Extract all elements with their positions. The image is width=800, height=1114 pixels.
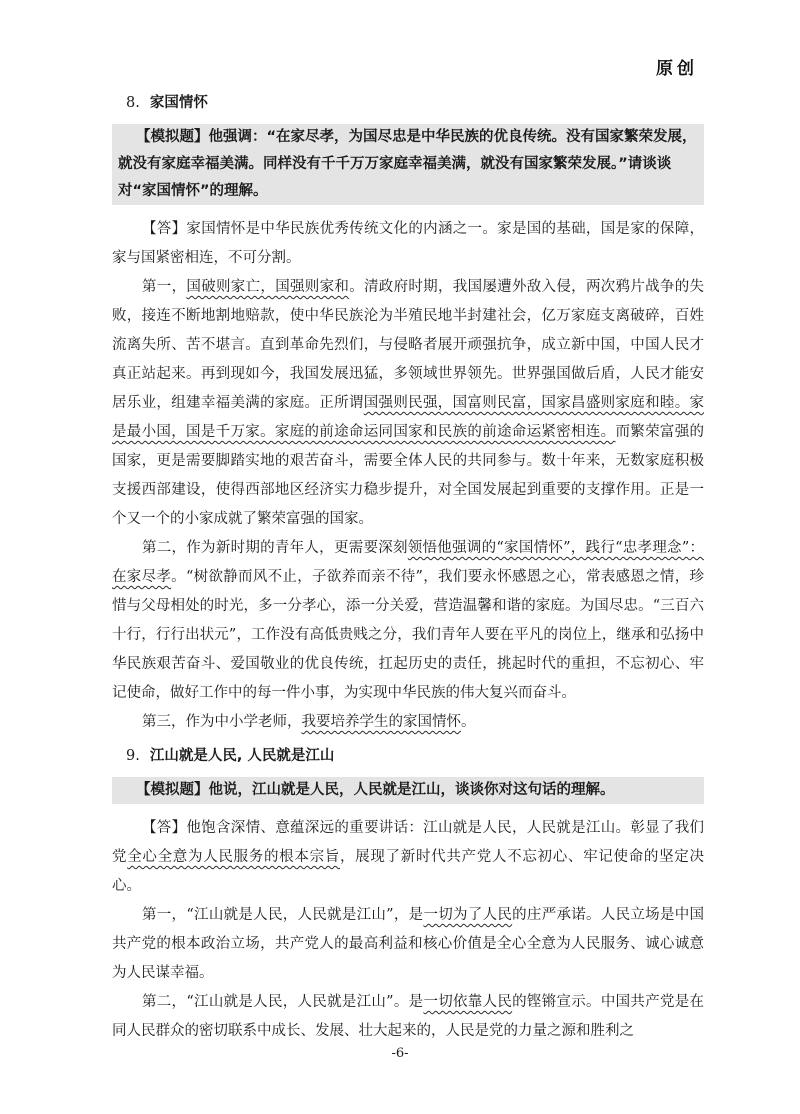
underlined-phrase: 国破则家亡，国强则家和 [186,279,350,295]
section-9-point-1: 第一，“江山就是人民，人民就是江山”，是一切为了人民的庄严承诺。人民立场是中国共产党的根本政治立场，共产党人的最高利益和核心价值是全心全意为人民服务、诚心诚意为人民谋幸福。 [112,907,705,981]
section-9-title: 江山就是人民, 人民就是江山 [149,748,335,764]
page-number: -6- [391,1046,409,1061]
section-9-question: 【模拟题】他说，江山就是人民，人民就是江山，谈谈你对这句话的理解。 [112,777,704,804]
underlined-phrase: 国强则民强，国富则民富，国家昌盛则家庭和睦。家是最小国，国是千万家。家庭的前途命运同国家和民族的前途命运紧密相连。 [112,395,705,440]
section-9-number: 9. [126,748,140,764]
answer-tag: 【答】 [142,820,187,836]
section-8-number: 8. [126,95,140,111]
section-8-title: 家国情怀 [149,95,208,111]
underlined-phrase: 领悟他强调的“家国情怀”，践行“忠孝理念”：在家尽孝 [112,540,705,585]
brand-mark: 原创 [656,59,698,79]
underlined-phrase: 我要培养学生的家国情怀 [301,714,461,730]
section-9-heading [126,745,704,767]
section-8-question: 【模拟题】他强调：“在家尽孝，为国尽忠是中华民族的优良传统。没有国家繁荣发展，就没有家庭幸福美满。同样没有千千万万家庭幸福美满，就没有国家繁荣发展。”请谈谈对“家国情怀”的理解。 [112,124,704,205]
content-body [112,90,704,1046]
answer-tag: 【答】 [142,221,187,237]
underlined-phrase: 一切依靠人民 [423,994,513,1010]
section-8-point-1: 第一，国破则家亡，国强则家和。清政府时期，我国屡遭外敌入侵，两次鸦片战争的失败，接连不断地割地赔款，使中华民族沦为半殖民地半封建社会，亿万家庭支离破碎，百姓流离失所、苦不堪言。直到革命先烈们，与侵略者展开顽强抗争，成立新中国，中国人民才真正站起来。再到现如今，我国发展迅猛，多领域世界领先。世界强国做后盾，人民才能安居乐业，组建幸福美满的家庭。正所谓国强则民强，国富则民富，国家昌盛则家庭和睦。家是最小国，国是千万家。家庭的前途命运同国家和民族的前途命运紧密相连。而繁荣富强的国家，更是需要脚踏实地的艰苦奋斗，需要全体人民的共同参与。数十年来，无数家庭积极支援西部建设，使得西部地区经济实力稳步提升，对全国发展起到重要的支撑作用。正是一个又一个的小家成就了繁荣富强的国家。 [112,279,705,527]
section-9-answer-intro: 【答】他饱含深情、意蕴深远的重要讲话：江山就是人民，人民就是江山。彰显了我们党全心全意为人民服务的根本宗旨，展现了新时代共产党人不忘初心、牢记使命的坚定决心。 [112,820,705,894]
underlined-phrase: 全心全意为人民服务的根本宗旨 [127,849,340,865]
section-9-point-2: 第二，“江山就是人民，人民就是江山”。是一切依靠人民的铿锵宣示。中国共产党是在同人民群众的密切联系中成长、发展、壮大起来的，人民是党的力量之源和胜利之 [112,994,705,1039]
section-8-answer-intro: 【答】家国情怀是中华民族优秀传统文化的内涵之一。家是国的基础，国是家的保障，家与国紧密相连，不可分割。 [112,221,705,266]
section-8-point-2: 第二，作为新时期的青年人，更需要深刻领悟他强调的“家国情怀”，践行“忠孝理念”：在家尽孝。“树欲静而风不止，子欲养而亲不待”，我们要永怀感恩之心，常表感恩之情，珍惜与父母相处的时光，多一分孝心，添一分关爱，营造温馨和谐的家庭。为国尽忠。“三百六十行，行行出状元”，工作没有高低贵贱之分，我们青年人要在平凡的岗位上，继承和弘扬中华民族艰苦奋斗、爱国敬业的优良传统，扛起历史的责任，挑起时代的重担，不忘初心、牢记使命，做好工作中的每一件小事，为实现中华民族的伟大复兴而奋斗。 [112,540,705,701]
section-8-heading [126,92,704,114]
underlined-phrase: 一切为了人民 [423,907,513,923]
section-8-point-3: 第三，作为中小学老师，我要培养学生的家国情怀。 [142,714,476,730]
